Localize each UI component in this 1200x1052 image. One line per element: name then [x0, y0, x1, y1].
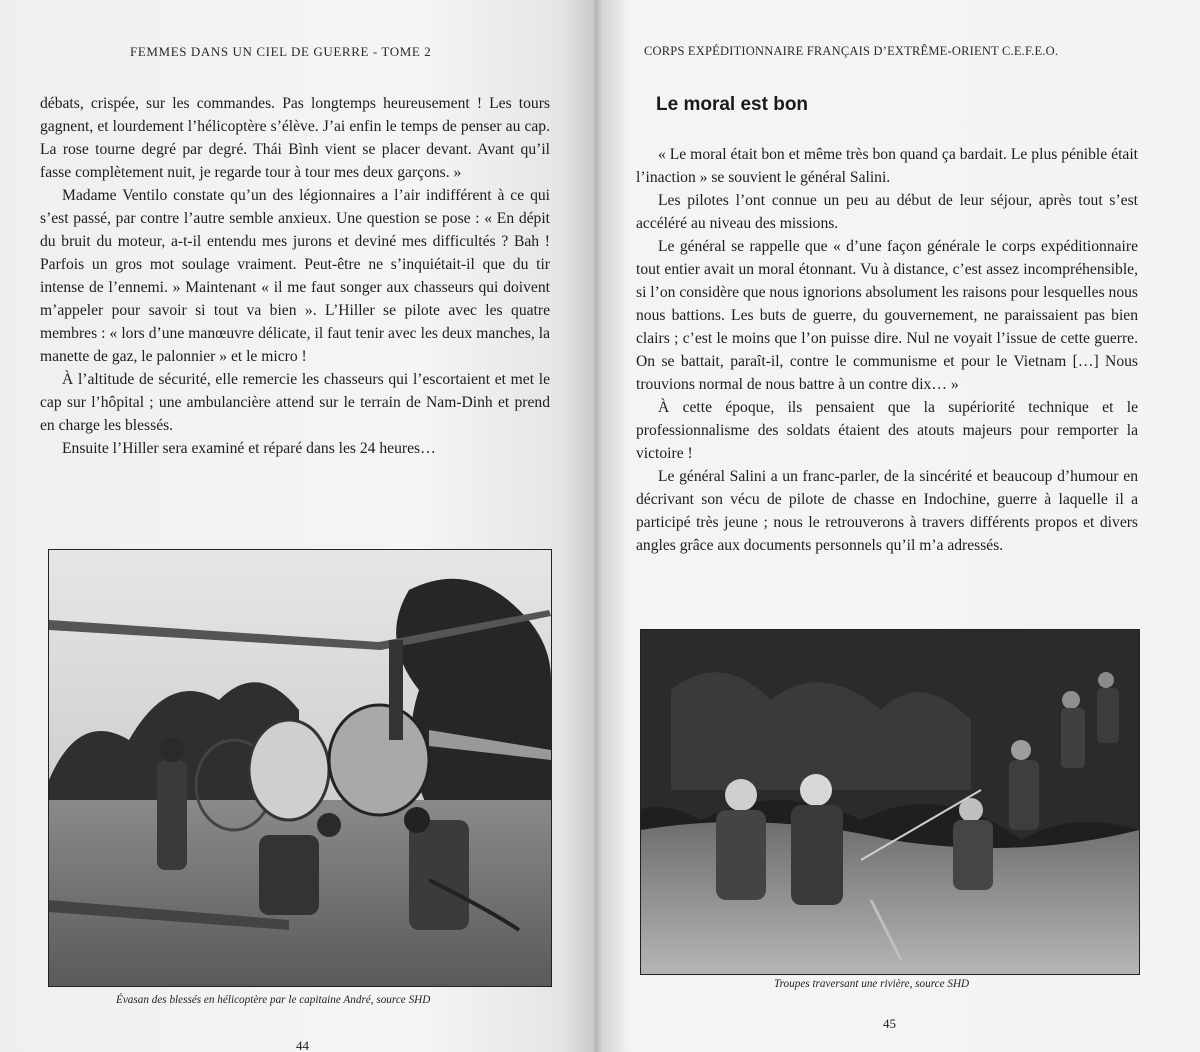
right-body-text [636, 143, 1138, 557]
left-page [0, 0, 594, 1052]
right-photo-caption: Troupes traversant une rivière, source SHD [774, 978, 970, 990]
left-photo-caption: Évasan des blessés en hélicoptère par le capitaine André, source SHD [116, 994, 431, 1006]
right-running-head: CORPS EXPÉDITIONNAIRE FRANÇAIS D’EXTRÊME-ORIENT C.E.F.E.O. [644, 44, 1059, 58]
left-running-head: FEMMES DANS UN CIEL DE GUERRE - TOME 2 [130, 44, 432, 59]
river-photo-illustration [641, 630, 1139, 974]
right-paragraph-1: « Le moral était bon et même très bon quand ça bardait. Le plus pénible était l’inaction » se souvient le général Salini. [636, 146, 1138, 186]
river-crossing-photo [640, 629, 1140, 975]
right-page-number: 45 [883, 1016, 896, 1031]
left-page-number: 44 [296, 1038, 309, 1052]
right-paragraph-2: Les pilotes l’ont connue un peu au début de leur séjour, après tout s’est accéléré au niveau des missions. [636, 192, 1138, 232]
helicopter-evacuation-photo [48, 549, 552, 987]
right-paragraph-3: Le général se rappelle que « d’une façon générale le corps expéditionnaire tout entier avait un moral étonnant. Vu à distance, c’est assez incompréhensible, si l’on considère que nous ignorions absolument les raisons pour lesquelles nous nous battions. Les buts de guerre, du gouvernement, ne paraissaient pas bien clairs ; c’est le moins que l’on puisse dire. Nul ne voyait l’issue de cette guerre. On se battait, paraît-il, contre le communisme et pour le Vietnam […] Nous trouvions normal de nous battre à un contre dix… » [636, 238, 1138, 393]
helicopter-photo-illustration [49, 550, 551, 986]
left-paragraph-1: débats, crispée, sur les commandes. Pas longtemps heureusement ! Les tours gagnent, et lourdement l’hélicoptère s’élève. J’ai enfin le temps de penser au cap. La rose tourne degré par degré. Thái Bình vient se placer devant. Avant qu’il fasse complètement nuit, je regarde tour à tour mes deux garçons. » [40, 95, 550, 181]
right-paragraph-4: À cette époque, ils pensaient que la supériorité technique et le professionnalisme des soldats étaient des atouts majeurs pour remporter la victoire ! [636, 399, 1138, 462]
left-body-text [40, 92, 550, 460]
right-paragraph-5: Le général Salini a un franc-parler, de la sincérité et beaucoup d’humour en décrivant son vécu de pilote de chasse en Indochine, guerre à laquelle il a participé très jeune ; nous le retrouverons à travers différents propos et divers angles grâce aux documents personnels qu’il m’a adressés. [636, 468, 1138, 554]
section-title: Le moral est bon [656, 94, 809, 115]
left-paragraph-4: Ensuite l’Hiller sera examiné et réparé dans les 24 heures… [62, 440, 436, 457]
left-paragraph-2: Madame Ventilo constate qu’un des légionnaires a l’air indifférent à ce qui s’est passé, par contre l’autre semble anxieux. Une question se pose : « En dépit du bruit du moteur, a-t-il entendu mes jurons et deviné mes difficultés ? Bah ! Parfois un gros mot soulage vraiment. Peut-être ne s’inquiétait-il que du tir intense de l’ennemi. » Maintenant « il me faut songer aux chasseurs qui doivent m’appeler pour savoir si tout va bien ». L’Hiller se pilote avec les quatre membres : « lors d’une manœuvre délicate, il faut tenir avec les deux manches, la manette de gaz, le palonnier » et le micro ! [40, 187, 550, 365]
left-paragraph-3: À l’altitude de sécurité, elle remercie les chasseurs qui l’escortaient et met le cap sur l’hôpital ; une ambulancière attend sur le terrain de Nam-Dinh et prend en charge les blessés. [40, 371, 550, 434]
right-page [594, 0, 1200, 1052]
